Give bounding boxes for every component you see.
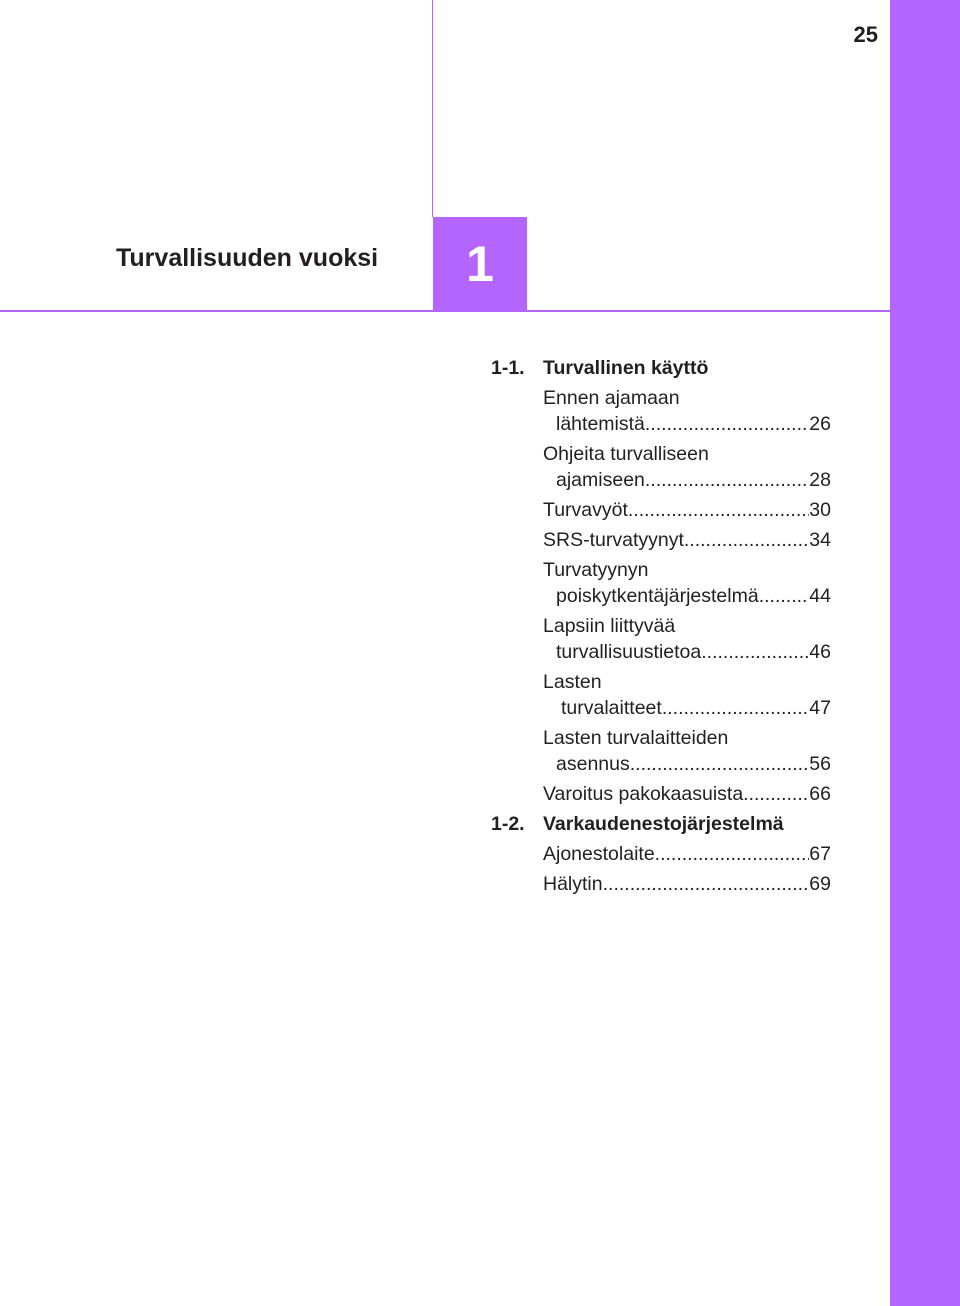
toc-entry[interactable] [543, 527, 831, 553]
section-heading [491, 355, 831, 381]
toc-entry-title-cont: turvalaitteet [561, 697, 662, 719]
toc-entry[interactable] [543, 557, 831, 609]
toc-entry-title: Ajonestolaite [543, 843, 655, 865]
chapter-number: 1 [466, 236, 494, 292]
toc-entry-title: Ennen ajamaan [543, 387, 680, 409]
toc-entry-title-cont: asennus [556, 753, 630, 775]
dot-leader [655, 841, 810, 867]
toc-entry-title-cont: poiskytkentäjärjestelmä [556, 585, 759, 607]
toc-entry[interactable] [543, 841, 831, 867]
toc-page-number: 28 [809, 469, 831, 491]
toc-page-number: 67 [809, 843, 831, 865]
toc-entry-title: SRS-turvatyynyt [543, 529, 684, 551]
section-heading [491, 811, 831, 837]
section-title: Turvallinen käyttö [543, 357, 709, 379]
toc-page-number: 30 [809, 499, 831, 521]
toc-page-number: 46 [809, 641, 831, 663]
toc-page-number: 47 [809, 697, 831, 719]
toc-entry[interactable] [543, 669, 831, 721]
vertical-rule [432, 0, 433, 217]
dot-leader [684, 527, 809, 553]
toc-entry-title: Turvatyynyn [543, 559, 649, 581]
dot-leader [701, 639, 809, 665]
section-title: Varkaudenestojärjestelmä [543, 813, 784, 835]
toc-page-number: 26 [809, 413, 831, 435]
chapter-number-box [433, 217, 527, 311]
dot-leader [759, 583, 810, 609]
toc-entry[interactable] [543, 613, 831, 665]
toc-entry-title-cont: ajamiseen [556, 469, 645, 491]
toc-entry-title: Turvavyöt [543, 499, 628, 521]
toc-entry-title: Ohjeita turvalliseen [543, 443, 709, 465]
chapter-title: Turvallisuuden vuoksi [116, 244, 379, 272]
toc-page-number: 44 [809, 585, 831, 607]
toc-entry[interactable] [543, 781, 831, 807]
dot-leader [628, 497, 809, 523]
dot-leader [603, 871, 810, 897]
side-tab [890, 0, 960, 1306]
section-number: 1-2. [491, 813, 525, 835]
dot-leader [630, 751, 810, 777]
toc-entry[interactable] [543, 497, 831, 523]
toc-page-number: 66 [809, 783, 831, 805]
toc-page-number: 56 [809, 753, 831, 775]
toc-page-number: 69 [809, 873, 831, 895]
toc-entry[interactable] [543, 725, 831, 777]
dot-leader [645, 467, 809, 493]
page-number: 25 [853, 22, 878, 47]
toc-entry[interactable] [543, 871, 831, 897]
toc-entry[interactable] [543, 385, 831, 437]
toc-page-number: 34 [809, 529, 831, 551]
toc-entry-title: Hälytin [543, 873, 603, 895]
toc-entry-title: Varoitus pakokaasuista [543, 783, 744, 805]
section-number: 1-1. [491, 357, 525, 379]
dot-leader [743, 781, 809, 807]
toc-entry[interactable] [543, 441, 831, 493]
dot-leader [645, 411, 809, 437]
toc-entry-title: Lasten [543, 671, 602, 693]
toc-entry-title-cont: lähtemistä [556, 413, 645, 435]
toc-entry-title: Lapsiin liittyvää [543, 615, 676, 637]
table-of-contents [491, 355, 831, 901]
toc-entry-title: Lasten turvalaitteiden [543, 727, 729, 749]
toc-entry-title-cont: turvallisuustietoa [556, 641, 702, 663]
dot-leader [662, 695, 809, 721]
